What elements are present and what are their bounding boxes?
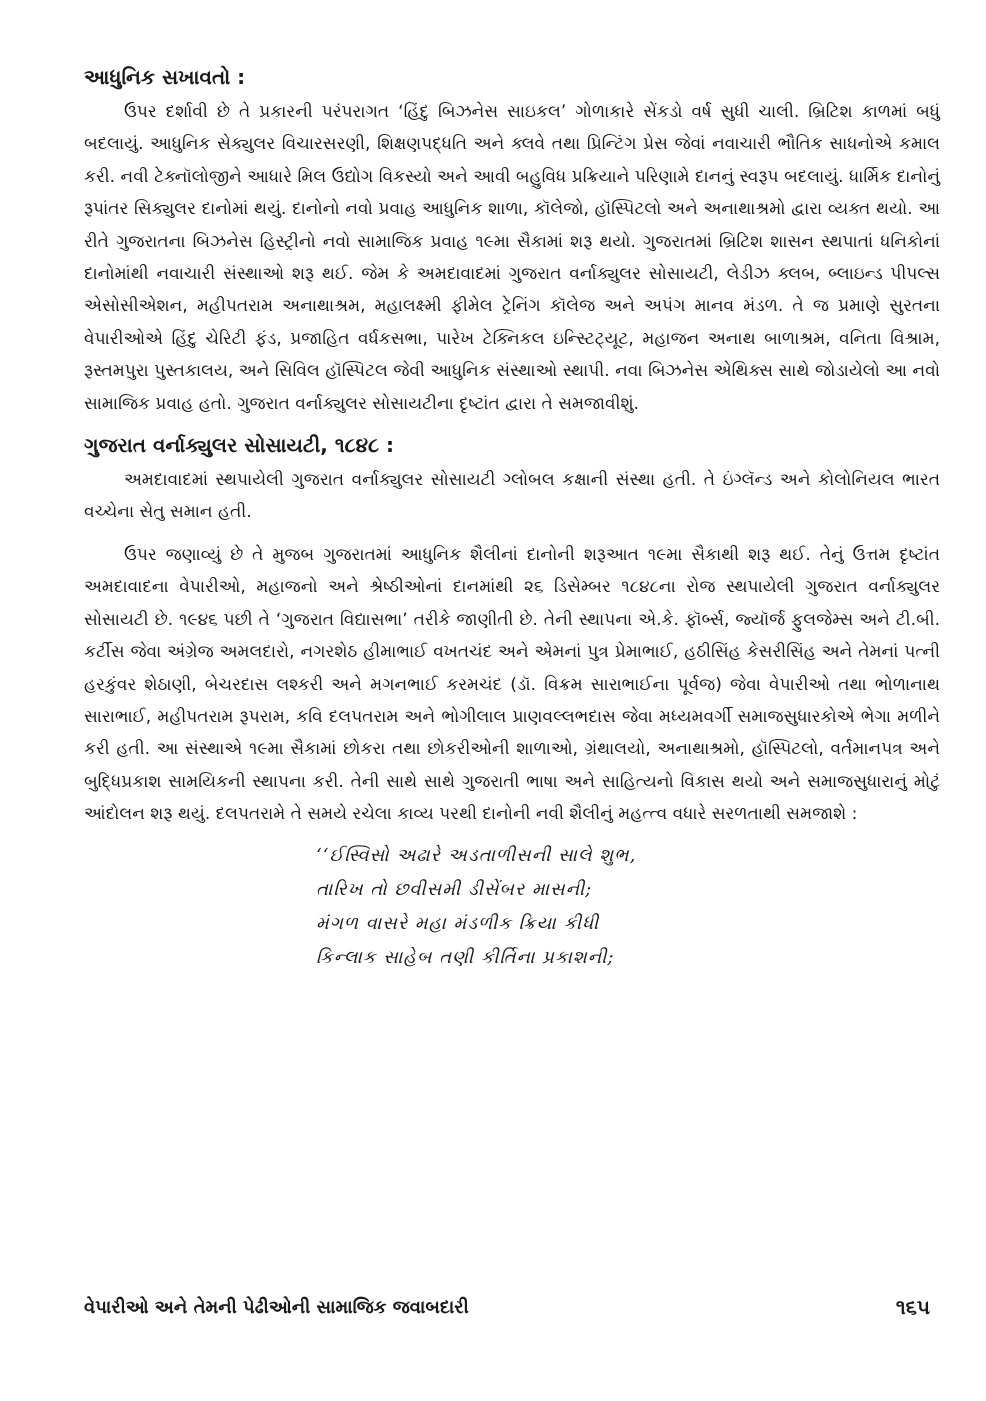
paragraph-society-history: ઉપર જણાવ્યું છે તે મુજબ ગુજરાતમાં આધુનિક શૈલીનાં દાનોની શરૂઆત ૧૯મા સૈકાથી શરૂ થઈ. તેનું ઉત્તમ દૃષ્ટાંત અમદાવાદના વેપારીઓ, મહાજનો અને શ્રેષ્ઠીઓનાં દાનમાંથી ૨૬ ડિસેમ્બર ૧૮૪૮ના રોજ સ્થપાયેલી ગુજરાત વર્નાક્યુલર સોસાયટી છે. ૧૯૪૬ પછી તે ‘ગુજરાત વિદ્યાસભા’ તરીકે જાણીતી છે. તેની સ્થાપના એ.કે. ફૉર્બ્સ, જ્યૉર્જ ફુલજેમ્સ અને ટી.બી. કર્ટીસ જેવા અંગ્રેજ અમલદારો, નગરશેઠ હીમાભાઈ વખતચંદ અને એમનાં પુત્ર પ્રેમાભાઈ, હઠીસિંહ કેસરીસિંહ અને તેમનાં પત્ની હરકુંવર શેઠાણી, બેચરદાસ લશ્કરી અને મગનભાઈ કરમચંદ (ડૉ. વિક્રમ સારાભાઈના પૂર્વજ) જેવા વેપારીઓ તથા ભોળાનાથ સારાભાઈ, મહીપતરામ રૂપરામ, કવિ દલપતરામ અને ભોગીલાલ પ્રાણવલ્લભદાસ જેવા મધ્યમવર્ગી સમાજસુધારકોએ ભેગા મળીને કરી હતી. આ સંસ્થાએ ૧૯મા સૈકામાં છોકરા તથા છોકરીઓની શાળાઓ, ગ્રંથાલયો, અનાથાશ્રમો, હૉસ્પિટલો, વર્તમાનપત્ર અને બુદ્ધિપ્રકાશ સામયિકની સ્થાપના કરી. તેની સાથે સાથે ગુજરાતી ભાષા અને સાહિત્યનો વિકાસ થયો અને સમાજસુધારાનું મોટું આંદોલન શરૂ થયું. દલપતરામે તે સમયે રચેલા કાવ્ય પરથી દાનોની નવી શૈલીનું મહત્ત્વ વધારે સરળતાથી સમજાશે : [84,544,940,825]
paragraph-modern-charity: ઉપર દર્શાવી છે તે પ્રકારની પરંપરાગત ‘હિંદુ બિઝનેસ સાઇકલ’ ગોળાકારે સેંકડો વર્ષ સુધી ચાલી. બ્રિટિશ કાળમાં બધું બદલાયું. આધુનિક સેક્યુલર વિચારસરણી, શિક્ષણપદ્ધતિ અને ક્લવે તથા પ્રિન્ટિંગ પ્રેસ જેવાં નવાચારી ભૌતિક સાધનોએ કમાલ કરી. નવી ટેક્નૉલોજીને આધારે મિલ ઉદ્યોગ વિકસ્યો અને આવી બહુવિધ પ્રક્રિયાને પરિણામે દાનનું સ્વરૂપ બદલાયું. ધાર્મિક દાનોનું રૂપાંતર સિક્યુલર દાનોમાં થયું. દાનોનો નવો પ્રવાહ આધુનિક શાળા, કૉલેજો, હૉસ્પિટલો અને અનાથાશ્રમો દ્વારા વ્યક્ત થયો. આ રીતે ગુજરાતના બિઝનેસ હિસ્ટ્રીનો નવો સામાજિક પ્રવાહ ૧૯મા સૈકામાં શરૂ થયો. ગુજરાતમાં બ્રિટિશ શાસન સ્થપાતાં ધનિકોનાં દાનોમાંથી નવાચારી સંસ્થાઓ શરૂ થઈ. જેમ કે અમદાવાદમાં ગુજરાત વર્નાક્યુલર સોસાયટી, લેડીઝ ક્લબ, બ્લાઇન્ડ પીપલ્સ એસોસીએશન, મહીપતરામ અનાથાશ્રમ, મહાલક્ષ્મી ફીમેલ ટ્રેનિંગ કૉલેજ અને અપંગ માનવ મંડળ. તે જ પ્રમાણે સુરતના વેપારીઓએ હિંદુ ચેરિટી ફંડ, પ્રજાહિત વર્ધકસભા, પારેખ ટેક્નિકલ ઇન્સ્ટિટ્યૂટ, મહાજન અનાથ બાળાશ્રમ, વનિતા વિશ્રામ, રૂસ્તમપુરા પુસ્તકાલય, અને સિવિલ હૉસ્પિટલ જેવી આધુનિક સંસ્થાઓ સ્થાપી. નવા બિઝનેસ એથિક્સ સાથે જોડાયેલો આ નવો સામાજિક પ્રવાહ હતો. ગુજરાત વર્નાક્યુલર સોસાયટીના દૃષ્ટાંત દ્વારા તે સમજાવીશું. [84,102,940,414]
section-heading-vernacular-society: ગુજરાત વર્નાક્યુલર સોસાયટી, ૧૮૪૮ : [84,433,395,458]
paragraph-society-intro: અમદાવાદમાં સ્થપાયેલી ગુજરાત વર્નાક્યુલર સોસાયટી ગ્લોબલ કક્ષાની સંસ્થા હતી. તે ઇંગ્લૅન્ડ અને કોલોનિયલ ભારત વચ્ચેના સેતુ સમાન હતી. [84,470,940,523]
running-footer-title: વેપારીઓ અને તેમની પેઢીઓની સામાજિક જવાબદારી [84,1296,469,1318]
section-heading-modern-charity: આધુનિક સખાવતો : [84,65,246,89]
poem-quote [316,839,940,975]
poem-line: મંગળ વાસરે મહા મંડળીક ક્રિયા કીધી [316,912,600,934]
page-body [84,60,940,975]
poem-line: ‘‘ઈસ્વિસો અઢારે અડતાળીસની સાલે શુભ, [316,844,637,866]
page-footer [84,1290,930,1324]
poem-line: કિન્લાક સાહેબ તણી કીર્તિના પ્રકાશની; [316,946,615,968]
page-number: ૧૬૫ [895,1295,930,1319]
poem-line: તારિખ તો છવીસમી ડીસેંબર માસની; [316,878,593,900]
